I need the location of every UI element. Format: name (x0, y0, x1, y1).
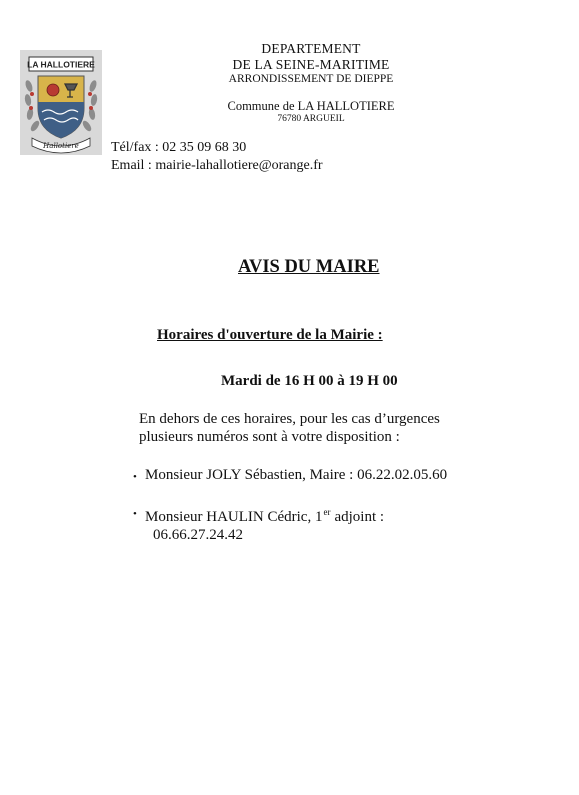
department-label: DEPARTEMENT (261, 41, 361, 56)
emergency-intro (139, 410, 440, 446)
crest-emblem (20, 50, 102, 155)
email-address: Email : mairie-lahallotiere@orange.fr (111, 158, 323, 173)
opening-hours-value: Mardi de 16 H 00 à 19 H 00 (221, 373, 398, 389)
region-label: DE LA SEINE-MARITIME (232, 57, 390, 73)
arrondissement-label: ARRONDISSEMENT DE DIEPPE (228, 73, 394, 86)
deputy-contact (145, 503, 384, 544)
deputy-role: adjoint : (334, 509, 385, 525)
commune-crest (20, 50, 102, 155)
phone-fax: Tél/fax : 02 35 09 68 30 (111, 140, 247, 155)
contact-info (111, 139, 323, 175)
intro-line-2: plusieurs numéros sont à votre disposition : (139, 429, 400, 445)
list-item (133, 503, 384, 544)
opening-hours-heading: Horaires d'ouverture de la Mairie : (157, 327, 383, 343)
deputy-name: Monsieur HAULIN Cédric, 1 (145, 509, 323, 525)
bullet-icon: • (133, 508, 137, 520)
bullet-icon: • (133, 471, 137, 483)
crest-motto-text: Hallotiere (43, 142, 79, 150)
commune-label: Commune de LA HALLOTIERE (227, 99, 395, 114)
notice-title: AVIS DU MAIRE (238, 257, 380, 277)
list-item (133, 466, 447, 486)
letterhead (200, 41, 422, 126)
intro-line-1: En dehors de ces horaires, pour les cas d’urgences (139, 411, 440, 427)
deputy-phone: 06.66.27.24.42 (153, 527, 243, 543)
deputy-ordinal-superscript: er (323, 507, 331, 517)
mayor-contact: Monsieur JOLY Sébastien, Maire : 06.22.02.05.60 (145, 467, 448, 483)
crest-banner-text: LA HALLOTIERE (27, 59, 95, 70)
postal-address: 76780 ARGUEIL (277, 114, 345, 125)
